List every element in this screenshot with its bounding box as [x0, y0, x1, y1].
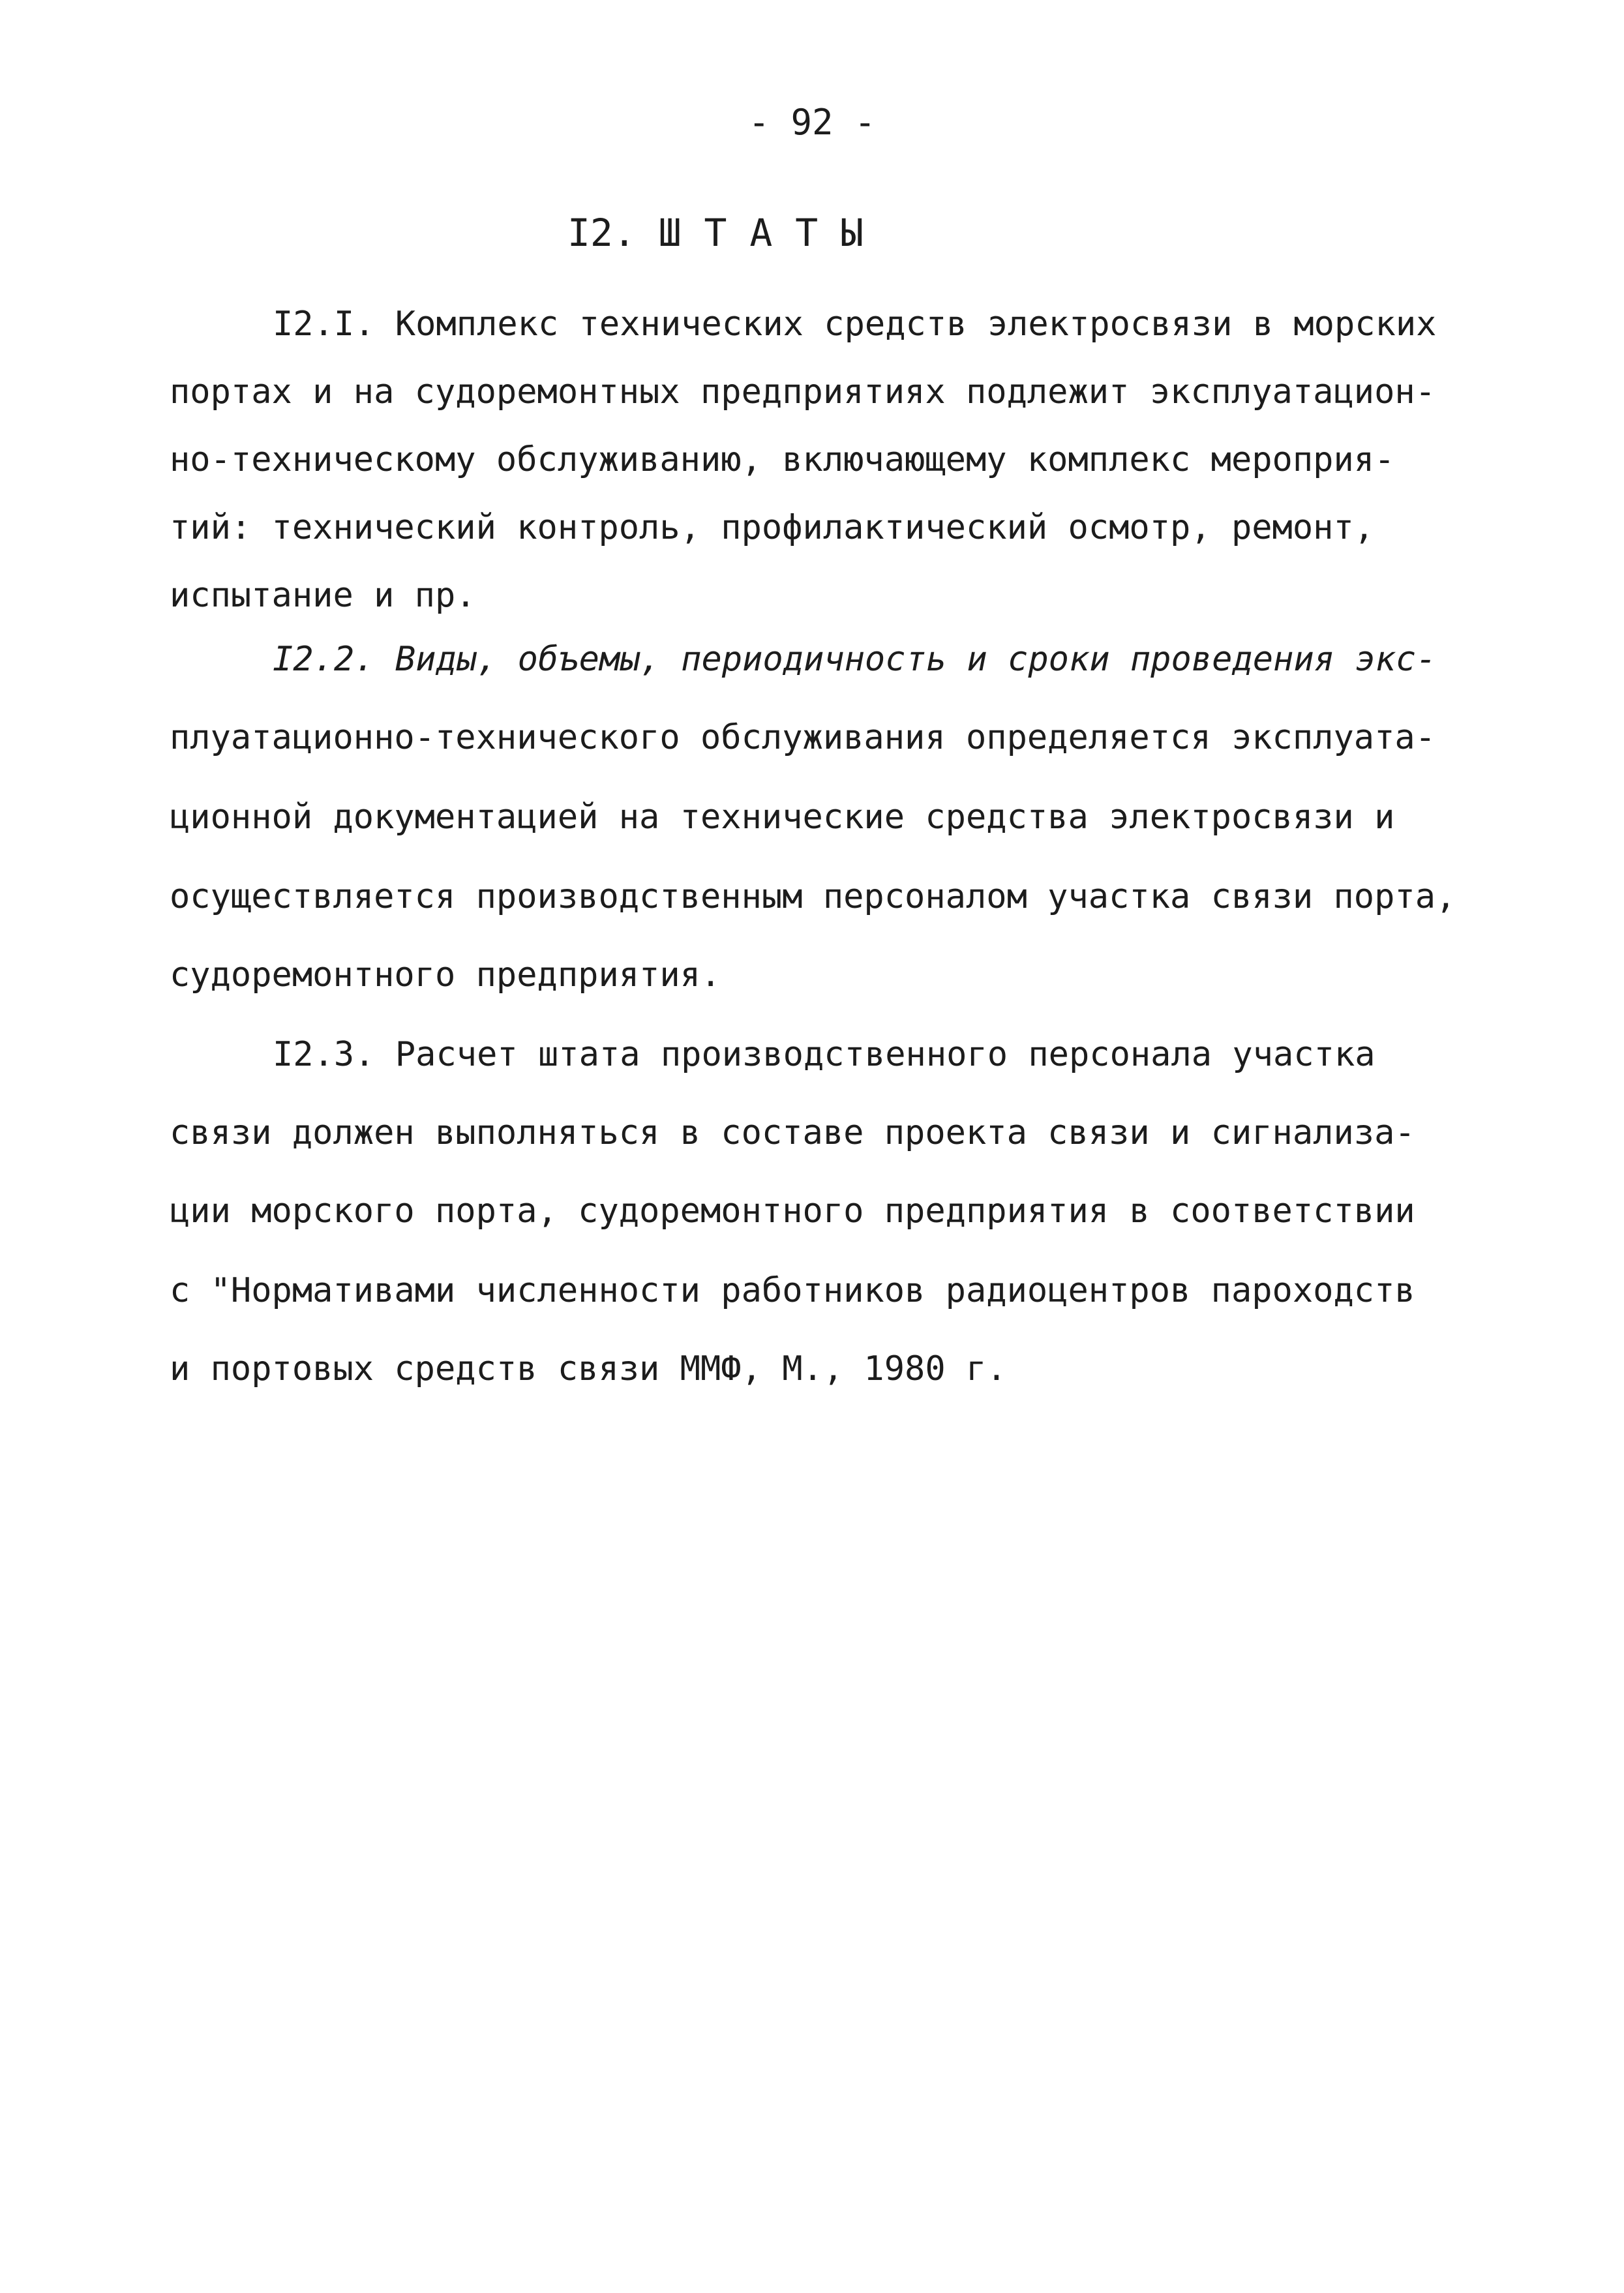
paragraph-line: ции морского порта, судоремонтного предприятия в соответствии — [170, 1191, 1415, 1231]
paragraph-line: связи должен выполняться в составе проекта связи и сигнализа- — [170, 1113, 1415, 1152]
paragraph-line: осуществляется производственным персоналом участка связи порта, — [170, 877, 1456, 916]
section-heading: I2. Ш Т А Т Ы — [567, 211, 864, 255]
paragraph-line: с "Нормативами численности работников радиоцентров пароходств — [170, 1271, 1415, 1310]
paragraph-line: I2.I. Комплекс технических средств электросвязи в морских — [273, 305, 1437, 344]
paragraph-line: судоремонтного предприятия. — [170, 955, 721, 995]
paragraph-line: но-техническому обслуживанию, включающему комплекс мероприя- — [170, 440, 1395, 479]
paragraph-line: портах и на судоремонтных предприятиях подлежит эксплуатацион- — [170, 372, 1436, 412]
paragraph-line: плуатационно-технического обслуживания определяется эксплуата- — [170, 718, 1436, 757]
paragraph-line: тий: технический контроль, профилактический осмотр, ремонт, — [170, 508, 1375, 547]
paragraph-line: I2.3. Расчет штата производственного персонала участка — [273, 1035, 1376, 1074]
paragraph-line: ционной документацией на технические средства электросвязи и — [170, 798, 1395, 837]
paragraph-line: I2.2. Виды, объемы, периодичность и сроки проведения экс- — [273, 640, 1437, 679]
page-number: - 92 - — [748, 102, 876, 143]
paragraph-line: и портовых средств связи ММФ, М., 1980 г. — [170, 1349, 1007, 1388]
paragraph-line: испытание и пр. — [170, 576, 476, 615]
